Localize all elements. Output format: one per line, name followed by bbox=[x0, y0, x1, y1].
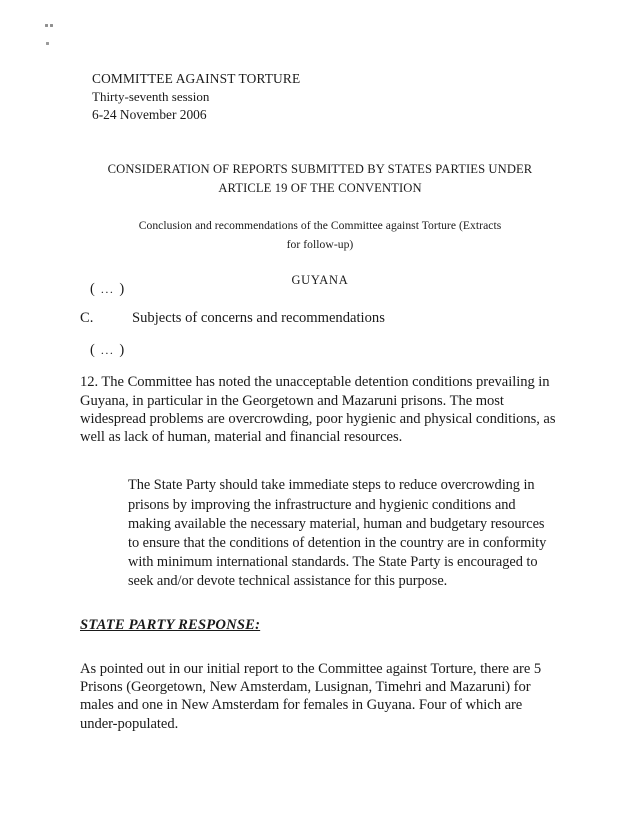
ellipsis-dots: ... bbox=[100, 342, 115, 357]
ellipsis-marker-top bbox=[80, 282, 580, 297]
section-heading-c bbox=[80, 309, 580, 327]
document-title-line-1: CONSIDERATION OF REPORTS SUBMITTED BY STATES PARTIES UNDER bbox=[107, 162, 533, 176]
document-subtitle-line-1: Conclusion and recommendations of the Committee against Torture (Extracts bbox=[138, 219, 502, 233]
paren-open: ( bbox=[90, 281, 96, 297]
ellipsis-dots: ... bbox=[100, 282, 115, 296]
ellipsis-marker-second bbox=[80, 343, 580, 358]
paragraph-12: 12. The Committee has noted the unacceptable detention conditions prevailing in Guyana, in particular in the Georgetown and Mazaruni prisons. The most widespread problems are overcrowding, poor hygienic and physical conditions, as well as lack of human, material and financial resources. bbox=[80, 374, 556, 446]
document-subtitle-line-2: for follow-up) bbox=[286, 237, 354, 251]
section-title: Subjects of concerns and recommendations bbox=[132, 309, 385, 326]
scan-artifact-speck bbox=[46, 42, 49, 45]
scan-artifact-speck bbox=[50, 24, 53, 27]
section-letter: C. bbox=[80, 309, 94, 326]
state-party-response-heading: STATE PARTY RESPONSE: bbox=[80, 616, 261, 633]
committee-name: COMMITTEE AGAINST TORTURE bbox=[92, 71, 301, 86]
session-dates: 6-24 November 2006 bbox=[92, 106, 207, 122]
paren-open: ( bbox=[90, 341, 96, 358]
document-title-line-2: ARTICLE 19 OF THE CONVENTION bbox=[218, 181, 422, 196]
document-subtitle bbox=[70, 217, 570, 254]
session-number: Thirty-seventh session bbox=[92, 88, 210, 104]
scan-artifact-speck bbox=[45, 24, 48, 27]
paren-close: ) bbox=[119, 281, 126, 297]
country-name: GUYANA bbox=[291, 272, 349, 287]
recommendation-block: The State Party should take immediate steps to reduce overcrowding in prisons by improving the infrastructure and hygienic conditions and making available the necessary material, human and budgetary resources to ensure that the conditions of detention in the country are in conformity with minimum international standards. The State Party is encouraged to seek and/or devote technical assistance for this purpose. bbox=[128, 477, 547, 589]
paren-close: ) bbox=[119, 341, 126, 358]
title-group bbox=[70, 160, 570, 288]
document-body bbox=[80, 282, 580, 733]
document-header bbox=[92, 70, 562, 124]
state-party-response-text: As pointed out in our initial report to the Committee against Torture, there are 5 Prisons (Georgetown, New Amsterdam, Lusignan, Timehri and Mazaruni) for males and one in New Amsterdam for females in Guyana. Four of which are under-populated. bbox=[80, 660, 542, 732]
